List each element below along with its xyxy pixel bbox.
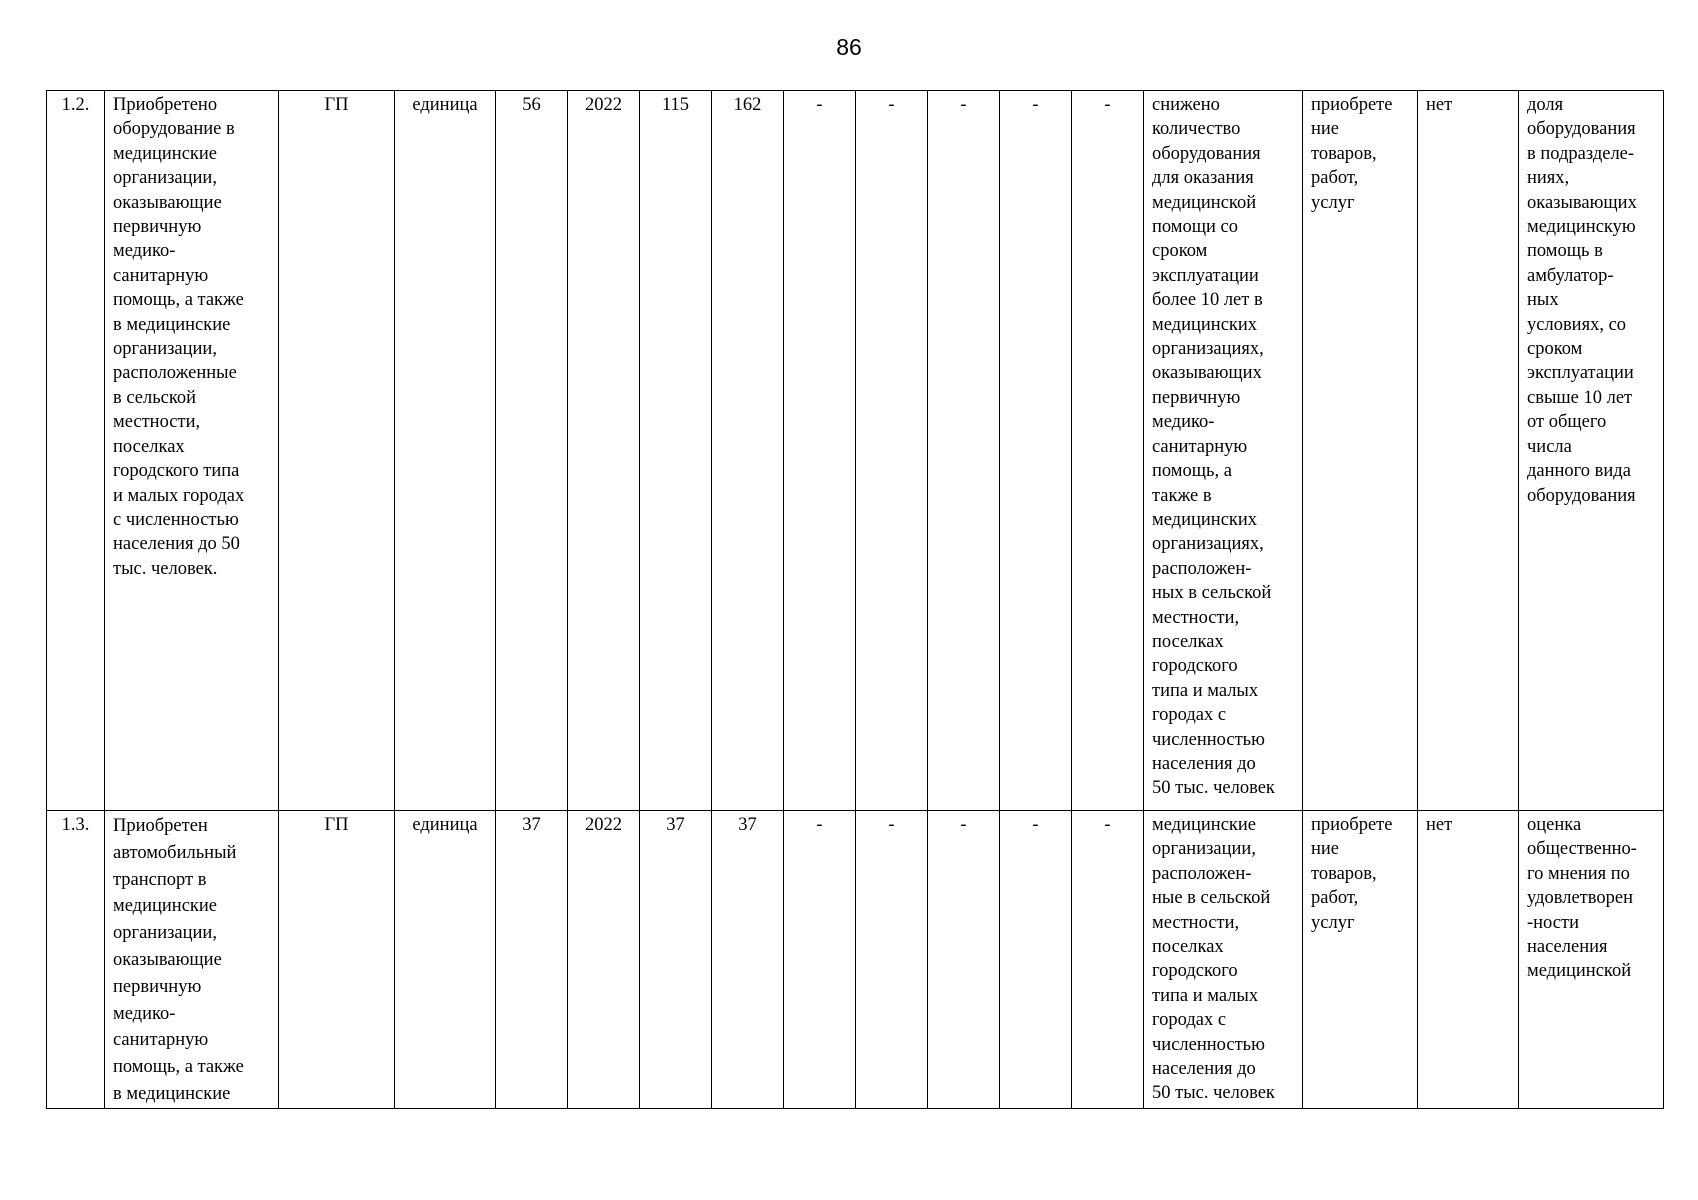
value-cell: 162 xyxy=(712,91,784,811)
page-number: 86 xyxy=(836,34,862,60)
level-cell: ГП xyxy=(279,91,395,811)
type-cell: приобрете ние товаров, работ, услуг xyxy=(1303,811,1418,1109)
measure-name-cell: Приобретено оборудование в медицинские организации, оказывающие первичную медико- санитарную помощь, а также в медицинские организации, расположенные в сельской местности, поселках городского типа и малых городах с численностью населения до 50 тыс. человек. xyxy=(105,91,279,811)
unit-cell: единица xyxy=(395,91,496,811)
dash-cell: - xyxy=(1000,91,1072,811)
indicator-cell: доля оборудования в подразделе- ниях, оказывающих медицинскую помощь в амбулатор- ных условиях, со сроком эксплуатации свыше 10 лет от общего числа данного вида оборудования xyxy=(1519,91,1664,811)
dash-cell: - xyxy=(1000,811,1072,1109)
effect-cell: снижено количество оборудования для оказания медицинской помощи со сроком эксплуатации более 10 лет в медицинских организациях, оказывающих первичную медико- санитарную помощь, а также в медицинских организациях, расположен- ных в сельской местности, поселках городского типа и малых городах с численностью населения до 50 тыс. человек xyxy=(1144,91,1303,811)
row-number-cell: 1.3. xyxy=(47,811,105,1109)
indicator-cell: оценка общественно- го мнения по удовлетворен -ности населения медицинской xyxy=(1519,811,1664,1109)
base-year-cell: 2022 xyxy=(568,811,640,1109)
dash-cell: - xyxy=(1072,811,1144,1109)
base-value-cell: 37 xyxy=(496,811,568,1109)
dash-cell: - xyxy=(784,811,856,1109)
level-cell: ГП xyxy=(279,811,395,1109)
effect-cell: медицинские организации, расположен- ные в сельской местности, поселках городского типа и малых городах с численностью населения до 50 тыс. человек xyxy=(1144,811,1303,1109)
flag-cell: нет xyxy=(1418,811,1519,1109)
unit-cell: единица xyxy=(395,811,496,1109)
table-row xyxy=(47,91,1664,811)
dash-cell: - xyxy=(1072,91,1144,811)
base-year-cell: 2022 xyxy=(568,91,640,811)
row-number-cell: 1.2. xyxy=(47,91,105,811)
table-row xyxy=(47,811,1664,1109)
flag-cell: нет xyxy=(1418,91,1519,811)
dash-cell: - xyxy=(928,91,1000,811)
measures-table xyxy=(46,90,1664,1109)
value-cell: 115 xyxy=(640,91,712,811)
dash-cell: - xyxy=(856,811,928,1109)
dash-cell: - xyxy=(856,91,928,811)
type-cell: приобрете ние товаров, работ, услуг xyxy=(1303,91,1418,811)
dash-cell: - xyxy=(928,811,1000,1109)
dash-cell: - xyxy=(784,91,856,811)
value-cell: 37 xyxy=(640,811,712,1109)
measure-name-cell: Приобретен автомобильный транспорт в медицинские организации, оказывающие первичную медико- санитарную помощь, а также в медицинские xyxy=(105,811,279,1109)
value-cell: 37 xyxy=(712,811,784,1109)
base-value-cell: 56 xyxy=(496,91,568,811)
